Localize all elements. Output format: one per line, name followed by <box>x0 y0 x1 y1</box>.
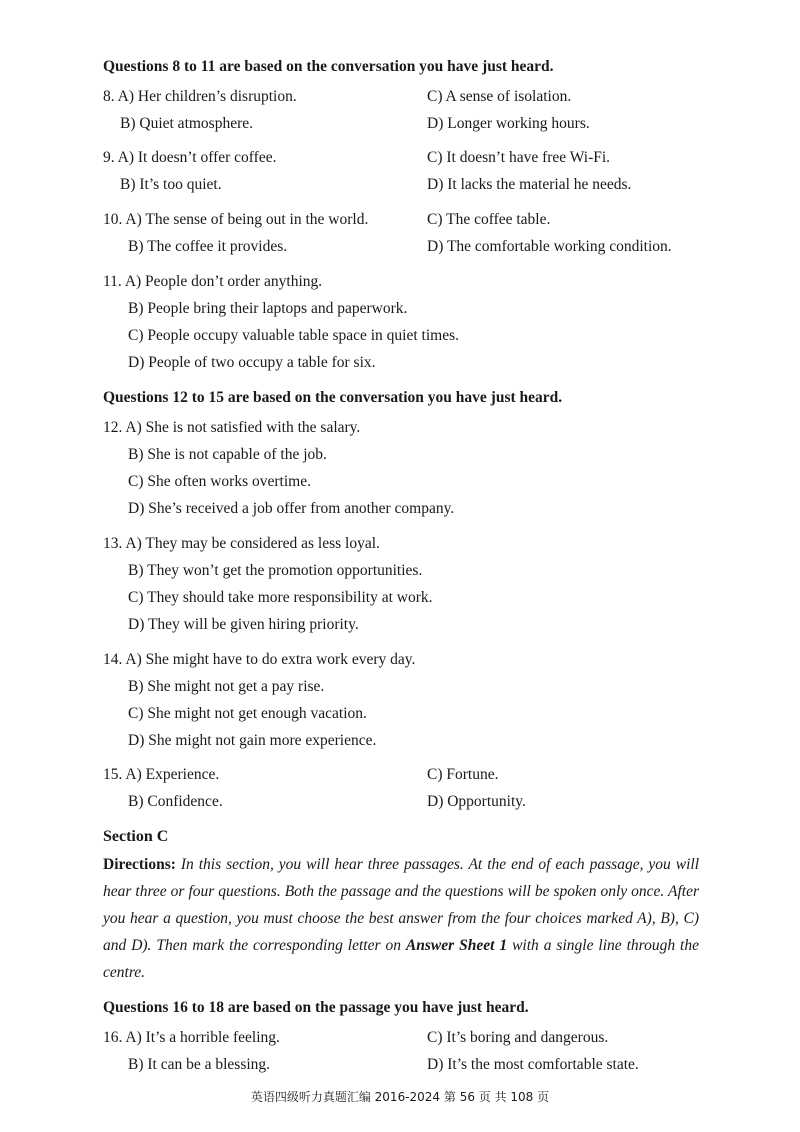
q10-option-d: D) The comfortable working condition. <box>427 238 672 255</box>
section-header-q8-11: Questions 8 to 11 are based on the conversation you have just heard. <box>103 58 554 75</box>
q8-option-d: D) Longer working hours. <box>427 115 590 132</box>
q8-option-c: C) A sense of isolation. <box>427 88 572 105</box>
q15-option-c: C) Fortune. <box>427 766 499 783</box>
q11-option-b: B) People bring their laptops and paperwork. <box>128 300 408 317</box>
q10-option-c: C) The coffee table. <box>427 211 551 228</box>
directions-answer-sheet: Answer Sheet 1 <box>405 937 508 954</box>
directions-text-1: In this section, you will hear three passages. At the end of each passage, you will hear three or four questions. Both the passage and the questions will be spoken only once. After you hear a question, you must choose the best answer from the four choices marked A), B), C) and D). Then mark the corresponding letter on <box>103 856 699 954</box>
q15-option-d: D) Opportunity. <box>427 793 526 810</box>
q12-option-b: B) She is not capable of the job. <box>128 446 327 463</box>
q10-option-b: B) The coffee it provides. <box>128 238 288 255</box>
q8-option-a: 8. A) Her children’s disruption. <box>103 88 297 105</box>
q11-option-d: D) People of two occupy a table for six. <box>128 354 376 371</box>
q11-option-a: 11. A) People don’t order anything. <box>103 273 323 290</box>
q14-option-c: C) She might not get enough vacation. <box>128 705 367 722</box>
q9-option-a: 9. A) It doesn’t offer coffee. <box>103 149 277 166</box>
page-footer: 英语四级听力真题汇编 2016-2024 第 56 页 共 108 页 <box>250 1090 550 1104</box>
q13-option-d: D) They will be given hiring priority. <box>128 616 359 633</box>
q10-option-a: 10. A) The sense of being out in the world. <box>103 211 369 228</box>
section-header-q16-18: Questions 16 to 18 are based on the passage you have just heard. <box>103 999 529 1016</box>
section-c-title: Section C <box>103 828 169 845</box>
q12-option-a: 12. A) She is not satisfied with the salary. <box>103 419 361 436</box>
q14-option-d: D) She might not gain more experience. <box>128 732 377 749</box>
q13-option-a: 13. A) They may be considered as less loyal. <box>103 535 380 552</box>
q11-option-c: C) People occupy valuable table space in quiet times. <box>128 327 459 344</box>
q16-option-a: 16. A) It’s a horrible feeling. <box>103 1029 280 1046</box>
q9-option-c: C) It doesn’t have free Wi-Fi. <box>427 149 611 166</box>
q13-option-b: B) They won’t get the promotion opportunities. <box>128 562 423 579</box>
q14-option-a: 14. A) She might have to do extra work every day. <box>103 651 416 668</box>
q16-option-d: D) It’s the most comfortable state. <box>427 1056 639 1073</box>
directions-label: Directions: <box>103 856 176 873</box>
directions-paragraph <box>103 851 699 986</box>
q12-option-c: C) She often works overtime. <box>128 473 311 490</box>
q15-option-b: B) Confidence. <box>128 793 223 810</box>
q12-option-d: D) She’s received a job offer from another company. <box>128 500 455 517</box>
section-header-q12-15: Questions 12 to 15 are based on the conversation you have just heard. <box>103 389 563 406</box>
q9-option-b: B) It’s too quiet. <box>120 176 222 193</box>
q15-option-a: 15. A) Experience. <box>103 766 220 783</box>
directions-text-2: with a single line through the centre. <box>103 937 699 981</box>
q8-option-b: B) Quiet atmosphere. <box>120 115 254 132</box>
q16-option-b: B) It can be a blessing. <box>128 1056 271 1073</box>
q14-option-b: B) She might not get a pay rise. <box>128 678 325 695</box>
q16-option-c: C) It’s boring and dangerous. <box>427 1029 609 1046</box>
q13-option-c: C) They should take more responsibility at work. <box>128 589 433 606</box>
q9-option-d: D) It lacks the material he needs. <box>427 176 632 193</box>
